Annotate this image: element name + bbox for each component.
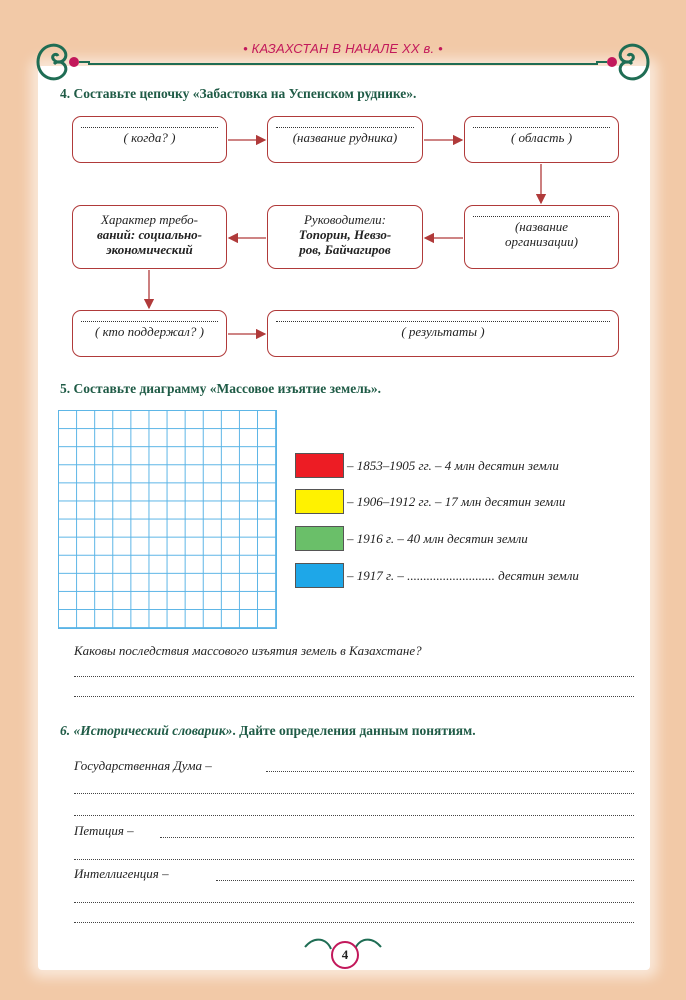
legend-swatch-yellow [295,489,344,514]
legend-swatch-green [295,526,344,551]
answer-line[interactable] [74,922,634,923]
box-label: (название рудника) [292,130,398,145]
leaders-names-2: ров, Байчагиров [299,242,391,257]
answer-line[interactable] [74,676,634,677]
task6-title [60,723,476,739]
demands-line2: ваний: социально- [96,227,203,242]
box-label: ( область ) [510,130,573,145]
box-label: ( результаты ) [401,324,485,339]
term-intelligentsia: Интеллигенция – [74,866,169,881]
answer-line[interactable] [216,880,634,881]
answer-line[interactable] [74,793,634,794]
legend-text-2: – 1906–1912 гг. – 17 млн десятин земли [347,494,566,509]
legend-swatch-blue [295,563,344,588]
box-label: ( когда? ) [123,130,176,145]
task5-question: Каковы последствия массового изъятия земель в Казахстане? [74,643,422,658]
leaders-names-1: Топорин, Невзо- [298,227,392,242]
diagram-grid[interactable] [58,410,277,629]
term-state-duma: Государственная Дума – [74,758,212,773]
task6-title-part1: 6. «Исторический словарик» [60,723,233,738]
running-header: • КАЗАХСТАН В НАЧАЛЕ XX в. • [243,41,443,56]
leaders-label: Руководители: [303,212,386,227]
answer-line[interactable] [74,859,634,860]
legend-text-1: – 1853–1905 гг. – 4 млн десятин земли [347,458,559,473]
demands-line3: экономический [106,242,193,257]
page-number: 4 [331,941,359,969]
answer-line[interactable] [160,837,634,838]
box-label: ( кто поддержал? ) [95,324,204,339]
legend-text-4: – 1917 г. – ........................... десятин земли [347,568,579,583]
answer-line[interactable] [74,902,634,903]
legend-text-3: – 1916 г. – 40 млн десятин земли [347,531,528,546]
answer-line[interactable] [74,696,634,697]
answer-line[interactable] [74,815,634,816]
answer-line[interactable] [266,771,634,772]
term-petition: Петиция – [74,823,134,838]
task4-title: 4. Составьте цепочку «Забастовка на Успенском руднике». [60,86,417,101]
box-label-line1: (название [514,219,569,234]
box-label-line2: организации) [505,234,578,249]
task5-title: 5. Составьте диаграмму «Массовое изъятие земель». [60,381,382,396]
demands-line1: Характер требо- [101,212,198,227]
chain-arrows [0,0,686,400]
task6-title-part2: . Дайте определения данным понятиям. [232,723,476,738]
legend-swatch-red [295,453,344,478]
